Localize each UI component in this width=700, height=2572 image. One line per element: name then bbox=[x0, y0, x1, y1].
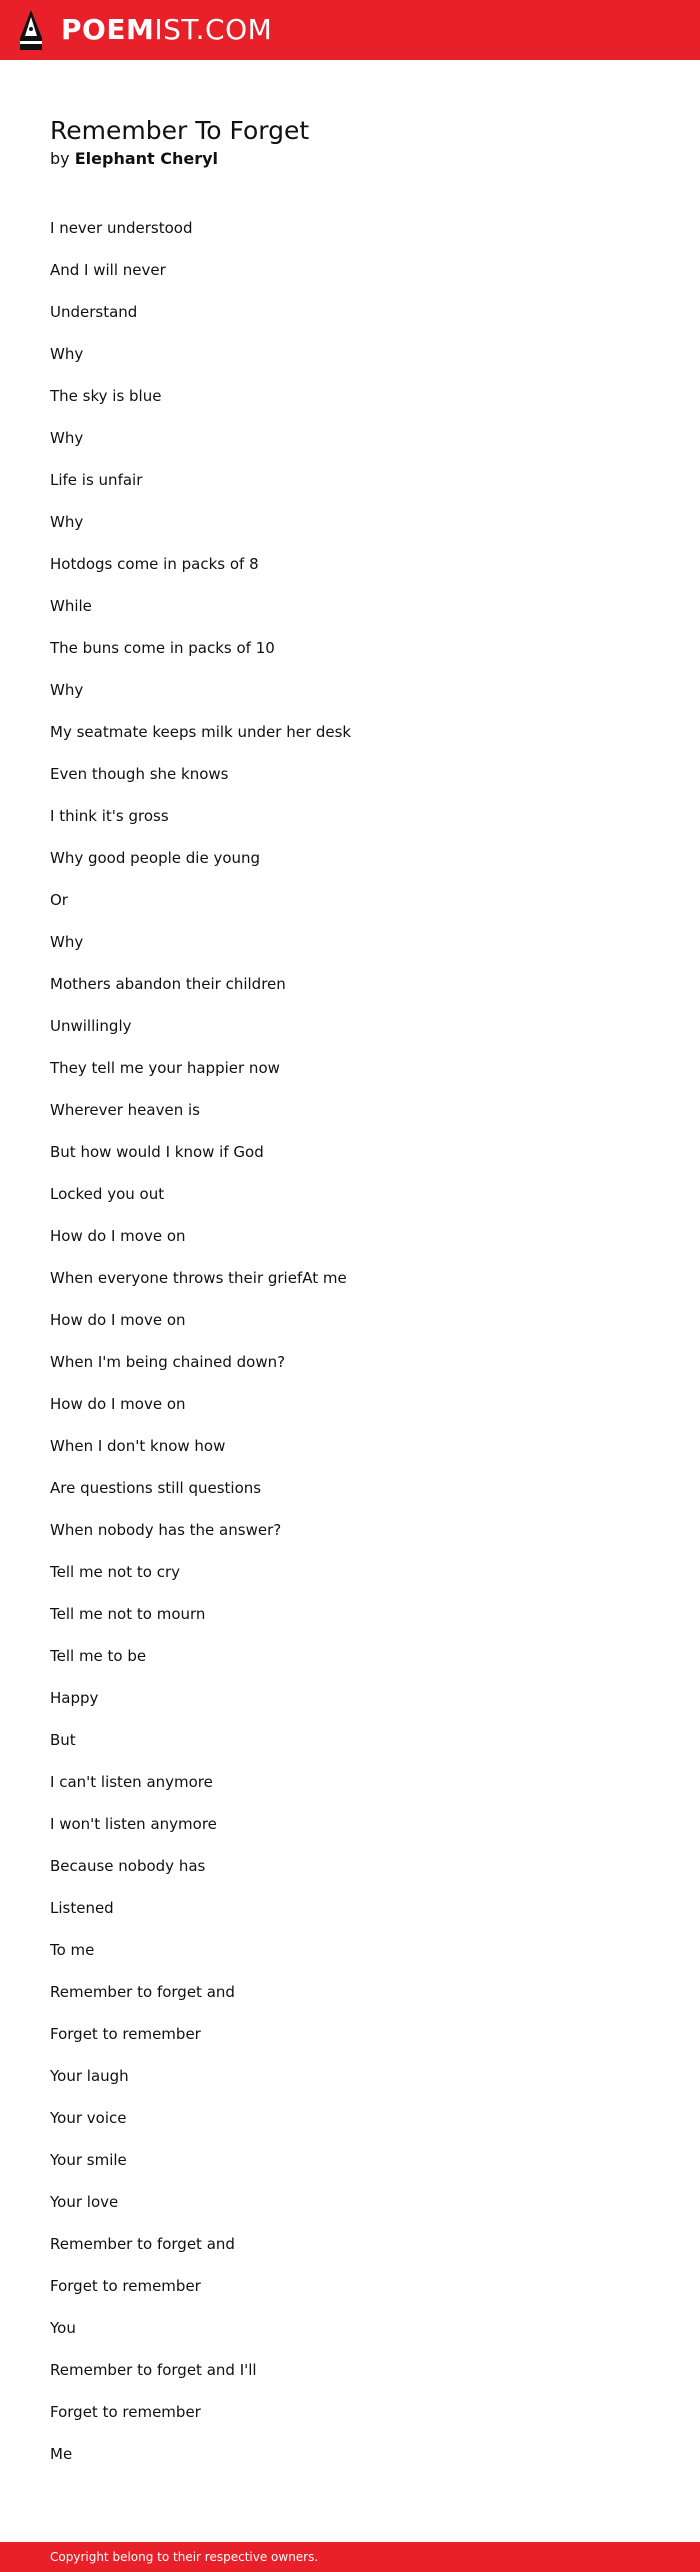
poem-line: And I will never bbox=[50, 261, 166, 279]
poem-line: When I'm being chained down? bbox=[50, 1353, 286, 1371]
poem-line: Tell me not to cry bbox=[50, 1563, 181, 1581]
poem-line: Your love bbox=[50, 2193, 119, 2211]
poem-line: You bbox=[50, 2319, 76, 2337]
poem-line: I won't listen anymore bbox=[50, 1815, 217, 1833]
poem-line: Listened bbox=[50, 1899, 114, 1917]
poem-line: When nobody has the answer? bbox=[50, 1521, 282, 1539]
site-header bbox=[0, 0, 700, 60]
poem-line: They tell me your happier now bbox=[50, 1059, 280, 1077]
poem-line: Life is unfair bbox=[50, 471, 143, 489]
poem-line: I never understood bbox=[50, 219, 193, 237]
poem-line: Remember to forget and I'll bbox=[50, 2361, 257, 2379]
poem-line: Me bbox=[50, 2445, 73, 2463]
site-footer bbox=[0, 2542, 700, 2572]
poem-line: Even though she knows bbox=[50, 765, 229, 783]
poem-line: Unwillingly bbox=[50, 1017, 132, 1035]
poem-body bbox=[50, 216, 351, 2484]
poem-line: Why bbox=[50, 681, 84, 699]
poem-line: Locked you out bbox=[50, 1185, 165, 1203]
poem-line: Or bbox=[50, 891, 68, 909]
poem-line: Why bbox=[50, 933, 84, 951]
poem-line: Forget to remember bbox=[50, 2025, 201, 2043]
site-logo[interactable] bbox=[61, 12, 272, 48]
poem-line: When I don't know how bbox=[50, 1437, 226, 1455]
poem-line: Tell me not to mourn bbox=[50, 1605, 206, 1623]
poem-line: My seatmate keeps milk under her desk bbox=[50, 723, 352, 741]
poem-line: Remember to forget and bbox=[50, 2235, 235, 2253]
poem-line: But how would I know if God bbox=[50, 1143, 264, 1161]
logo-light-text: IST.COM bbox=[154, 13, 273, 46]
poem-line: To me bbox=[50, 1941, 95, 1959]
poem-line: Why bbox=[50, 429, 84, 447]
poem-line: Wherever heaven is bbox=[50, 1101, 200, 1119]
by-label: by bbox=[50, 149, 70, 168]
poem-line: Are questions still questions bbox=[50, 1479, 262, 1497]
poem-line: Forget to remember bbox=[50, 2403, 201, 2421]
poem-line: Your smile bbox=[50, 2151, 127, 2169]
poem-line: The buns come in packs of 10 bbox=[50, 639, 275, 657]
poem-line: When everyone throws their griefAt me bbox=[50, 1269, 347, 1287]
poem-line: I think it's gross bbox=[50, 807, 169, 825]
poem-author: Elephant Cheryl bbox=[74, 149, 219, 168]
poem-line: Your laugh bbox=[50, 2067, 129, 2085]
poem-byline bbox=[50, 148, 218, 170]
poem-line: The sky is blue bbox=[50, 387, 162, 405]
poem-line: Why bbox=[50, 345, 84, 363]
poem-line: Happy bbox=[50, 1689, 99, 1707]
poem-line: How do I move on bbox=[50, 1395, 186, 1413]
logo-bold-text: POEM bbox=[61, 13, 155, 46]
poem-line: Hotdogs come in packs of 8 bbox=[50, 555, 259, 573]
poem-line: How do I move on bbox=[50, 1227, 186, 1245]
poem-line: But bbox=[50, 1731, 76, 1749]
pencil-nib-icon[interactable] bbox=[18, 8, 44, 52]
footer-copyright: Copyright belong to their respective owners. bbox=[50, 2550, 319, 2564]
poem-line: While bbox=[50, 597, 92, 615]
poem-line: Tell me to be bbox=[50, 1647, 147, 1665]
poem-line: Your voice bbox=[50, 2109, 127, 2127]
poem-line: I can't listen anymore bbox=[50, 1773, 213, 1791]
poem-line: Because nobody has bbox=[50, 1857, 206, 1875]
poem-line: Remember to forget and bbox=[50, 1983, 235, 2001]
poem-line: Forget to remember bbox=[50, 2277, 201, 2295]
poem-line: Why good people die young bbox=[50, 849, 261, 867]
poem-line: Understand bbox=[50, 303, 138, 321]
poem-line: Mothers abandon their children bbox=[50, 975, 286, 993]
poem-line: Why bbox=[50, 513, 84, 531]
poem-title: Remember To Forget bbox=[50, 116, 310, 145]
poem-line: How do I move on bbox=[50, 1311, 186, 1329]
